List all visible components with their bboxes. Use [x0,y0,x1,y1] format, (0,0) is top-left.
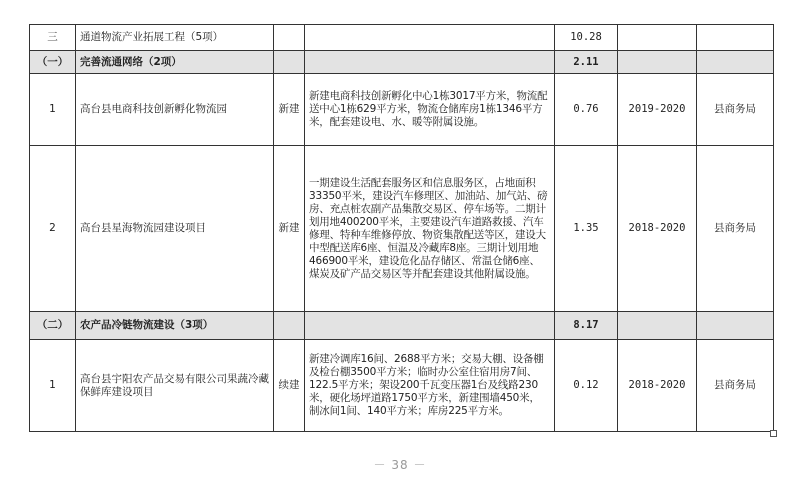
row-type: 续建 [274,340,305,432]
row-period [618,25,697,51]
table-resize-handle[interactable] [770,430,777,437]
project-row [30,146,774,312]
row-type [274,25,305,51]
row-index: 1 [30,340,76,432]
row-name: 通道物流产业拓展工程（5项） [76,25,274,51]
row-type [274,51,305,74]
row-dept [697,312,774,340]
row-desc: 新建冷调库16间、2688平方米；交易大棚、设备棚及检台棚3500平方米；临时办公室住宿用房7间、122.5平方米；架设200千瓦变压器1台及线路230米，硬化场坪道路1750平方米，新建围墙450米，制冰间1间、140平方米；库房225平方米。 [305,340,555,432]
row-dept: 县商务局 [697,340,774,432]
row-investment: 2.11 [555,51,618,74]
row-investment: 1.35 [555,146,618,312]
row-desc [305,51,555,74]
project-table-body [30,25,774,432]
row-index: 2 [30,146,76,312]
row-index: （一） [30,51,76,74]
project-row [30,340,774,432]
row-desc [305,312,555,340]
row-period: 2019-2020 [618,74,697,146]
page-number: － 38 － [373,458,427,472]
row-dept [697,51,774,74]
row-index: 三 [30,25,76,51]
row-name: 高台县电商科技创新孵化物流园 [76,74,274,146]
row-index: 1 [30,74,76,146]
row-investment: 8.17 [555,312,618,340]
row-investment: 0.12 [555,340,618,432]
project-row [30,74,774,146]
row-dept [697,25,774,51]
row-index: （二） [30,312,76,340]
row-name: 农产品冷链物流建设（3项） [76,312,274,340]
project-table [29,24,774,432]
row-name: 高台县星海物流园建设项目 [76,146,274,312]
row-investment: 10.28 [555,25,618,51]
row-period: 2018-2020 [618,146,697,312]
row-name: 高台县宇阳农产品交易有限公司果蔬冷藏保鲜库建设项目 [76,340,274,432]
row-type: 新建 [274,74,305,146]
row-type [274,312,305,340]
section-row [30,51,774,74]
category-row [30,25,774,51]
row-investment: 0.76 [555,74,618,146]
row-name: 完善流通网络（2项） [76,51,274,74]
row-desc: 一期建设生活配套服务区和信息服务区，占地面积33350平米，建设汽车修理区、加油站、加气站、磅房、充点桩农副产品集散交易区、停车场等。二期计划用地400200平米，主要建设汽车道路救援、汽车修理、特种车维修停放、物资集散配送等区，建设大中型配送库6座、恒温及冷藏库8座。三期计划用地466900平米，建设危化品存储区、常温仓储6座、煤炭及矿产品交易区等并配套建设其他附属设施。 [305,146,555,312]
row-period [618,51,697,74]
row-desc [305,25,555,51]
row-period: 2018-2020 [618,340,697,432]
row-desc: 新建电商科技创新孵化中心1栋3017平方米，物流配送中心1栋629平方米，物流仓储库房1栋1346平方米，配套建设电、水、暖等附属设施。 [305,74,555,146]
row-period [618,312,697,340]
row-dept: 县商务局 [697,146,774,312]
row-type: 新建 [274,146,305,312]
row-dept: 县商务局 [697,74,774,146]
section-row [30,312,774,340]
